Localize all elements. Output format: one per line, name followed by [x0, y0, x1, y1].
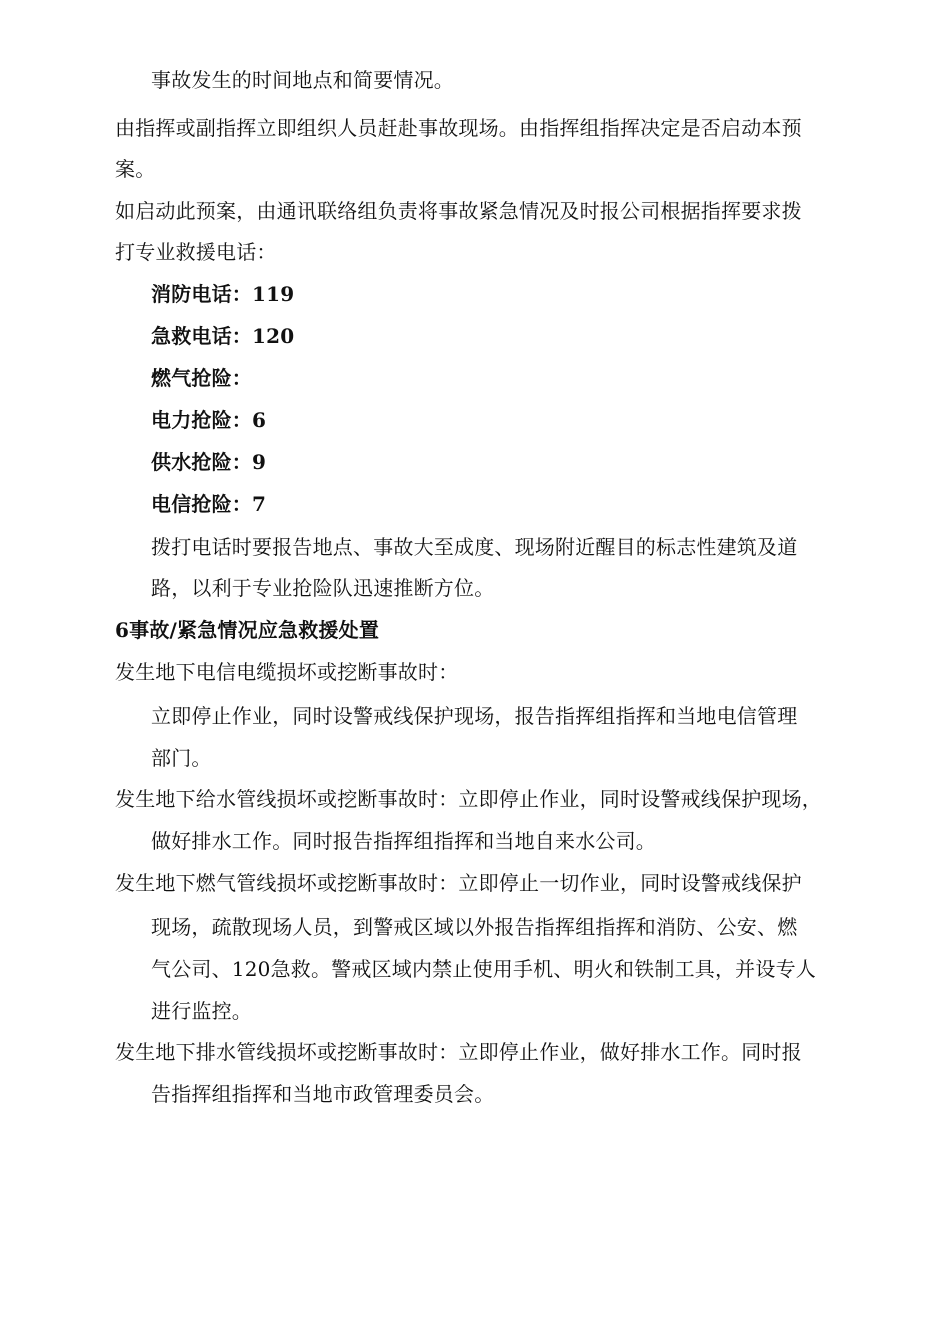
- text-line: 部门。: [151, 746, 212, 770]
- phone-ambulance: 急救电话：120: [151, 324, 295, 348]
- text-line: 告指挥组指挥和当地市政管理委员会。: [151, 1082, 495, 1106]
- text-line: 进行监控。: [151, 999, 252, 1023]
- text-line: 发生地下给水管线损坏或挖断事故时：立即停止作业，同时设警戒线保护现场，: [115, 787, 822, 811]
- section-heading: 6事故/紧急情况应急救援处置: [115, 618, 380, 642]
- text-line: 发生地下电信电缆损坏或挖断事故时：: [115, 660, 459, 684]
- text-line: 案。: [115, 157, 156, 181]
- text-line: 拨打电话时要报告地点、事故大至成度、现场附近醒目的标志性建筑及道: [151, 535, 798, 559]
- text-line: 如启动此预案，由通讯联络组负责将事故紧急情况及时报公司根据指挥要求拨: [115, 199, 802, 223]
- text-line: 发生地下排水管线损坏或挖断事故时：立即停止作业，做好排水工作。同时报: [115, 1040, 802, 1064]
- phone-power: 电力抢险：6: [151, 408, 267, 432]
- phone-fire: 消防电话：119: [151, 282, 295, 306]
- text-line: 立即停止作业，同时设警戒线保护现场，报告指挥组指挥和当地电信管理: [151, 704, 798, 728]
- text-line: 事故发生的时间地点和简要情况。: [151, 68, 454, 92]
- phone-gas: 燃气抢险：: [151, 366, 252, 390]
- text-line: 路，以利于专业抢险队迅速推断方位。: [151, 576, 495, 600]
- text-line: 现场，疏散现场人员，到警戒区域以外报告指挥组指挥和消防、公安、燃: [151, 915, 798, 939]
- phone-telecom: 电信抢险：7: [151, 492, 267, 516]
- text-line: 做好排水工作。同时报告指挥组指挥和当地自来水公司。: [151, 829, 656, 853]
- text-line: 打专业救援电话：: [115, 240, 277, 264]
- phone-water: 供水抢险：9: [151, 450, 267, 474]
- text-line: 发生地下燃气管线损坏或挖断事故时：立即停止一切作业，同时设警戒线保护: [115, 871, 802, 895]
- text-line: 由指挥或副指挥立即组织人员赶赴事故现场。由指挥组指挥决定是否启动本预: [115, 116, 802, 140]
- text-line: 气公司、120急救。警戒区域内禁止使用手机、明火和铁制工具，并设专人: [151, 957, 816, 981]
